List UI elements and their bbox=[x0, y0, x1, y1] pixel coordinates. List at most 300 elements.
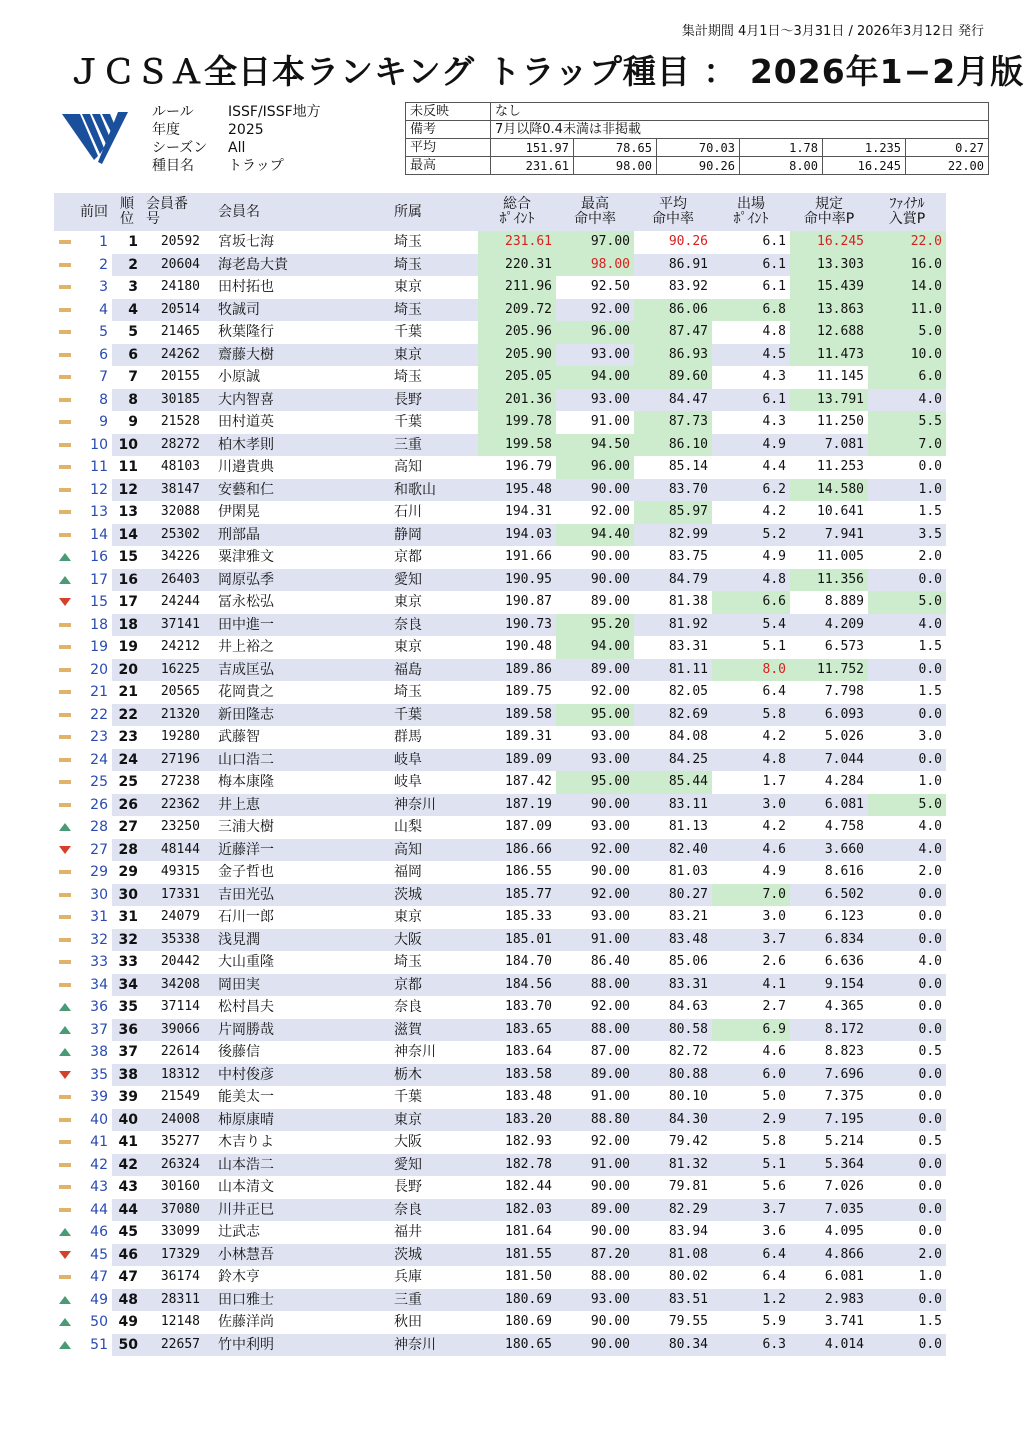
meta-value: All bbox=[228, 140, 246, 156]
row-prefecture: 神奈川 bbox=[390, 1334, 478, 1357]
row-prev-rank: 22 bbox=[90, 706, 108, 723]
row-reg-rate-points: 6.123 bbox=[824, 909, 864, 925]
row-reg-rate-points: 11.253 bbox=[817, 459, 864, 475]
row-final-points: 11.0 bbox=[868, 299, 946, 322]
row-prev-rank: 9 bbox=[99, 414, 108, 431]
header-movement bbox=[54, 193, 76, 231]
row-total-points: 187.42 bbox=[505, 774, 552, 790]
row-average-rate: 80.02 bbox=[668, 1269, 708, 1285]
row-movement bbox=[54, 321, 76, 344]
row-prev-rank: 30 bbox=[90, 886, 108, 903]
row-member-name: 井上裕之 bbox=[218, 639, 274, 656]
row-average-rate: 80.58 bbox=[634, 1019, 712, 1042]
row-best-rate: 93.00 bbox=[556, 749, 634, 772]
row-total-points: 194.31 bbox=[505, 504, 552, 520]
row-total-points: 190.87 bbox=[505, 594, 552, 610]
row-total-points: 194.03 bbox=[478, 524, 556, 547]
rank-same-icon bbox=[59, 1185, 71, 1189]
row-attend-points: 2.6 bbox=[762, 954, 786, 970]
row-member-name: 片岡勝哉 bbox=[204, 1019, 390, 1042]
header-prev: 前回 bbox=[76, 193, 112, 231]
row-rank: 35 bbox=[118, 999, 138, 1016]
table-row bbox=[54, 1221, 946, 1244]
row-member-name: 川邉貴典 bbox=[218, 459, 274, 476]
row-prefecture: 和歌山 bbox=[390, 479, 478, 502]
row-movement bbox=[54, 816, 76, 839]
row-total-points: 185.33 bbox=[505, 909, 552, 925]
row-member-name: 冨永松弘 bbox=[218, 594, 274, 611]
row-member-name: 花岡貴之 bbox=[218, 684, 274, 701]
row-best-rate: 92.00 bbox=[590, 999, 630, 1015]
row-movement bbox=[54, 546, 76, 569]
row-best-rate: 86.40 bbox=[590, 954, 630, 970]
average-reg: 1.235 bbox=[823, 139, 906, 157]
row-prev-rank: 32 bbox=[90, 931, 108, 948]
row-best-rate: 92.50 bbox=[590, 279, 630, 295]
row-rank: 36 bbox=[112, 1019, 142, 1042]
row-prefecture: 埼玉 bbox=[390, 254, 478, 277]
row-member-id: 26403 bbox=[142, 569, 204, 592]
row-rank: 27 bbox=[118, 819, 138, 836]
rank-down-icon bbox=[59, 1071, 71, 1079]
row-best-rate: 87.00 bbox=[590, 1044, 630, 1060]
row-movement bbox=[54, 411, 76, 434]
row-prefecture: 千葉 bbox=[394, 414, 422, 431]
row-member-name: 武藤智 bbox=[218, 729, 260, 746]
row-best-rate: 90.00 bbox=[590, 864, 630, 880]
row-prev-rank: 29 bbox=[90, 864, 108, 881]
row-attend-points: 4.5 bbox=[712, 344, 790, 367]
row-best-rate: 97.00 bbox=[556, 231, 634, 254]
row-prefecture: 京都 bbox=[394, 549, 422, 566]
row-reg-rate-points: 14.580 bbox=[790, 479, 868, 502]
row-prefecture: 埼玉 bbox=[394, 369, 422, 386]
row-rank: 41 bbox=[118, 1134, 138, 1151]
row-final-points: 0.0 bbox=[868, 569, 946, 592]
row-final-points: 1.0 bbox=[868, 479, 946, 502]
row-best-rate: 88.80 bbox=[556, 1109, 634, 1132]
table-row bbox=[54, 411, 946, 434]
table-row bbox=[54, 1176, 946, 1199]
row-attend-points: 1.7 bbox=[762, 774, 786, 790]
row-average-rate: 85.97 bbox=[634, 501, 712, 524]
row-attend-points: 5.1 bbox=[762, 639, 786, 655]
row-prev-rank: 17 bbox=[90, 571, 108, 588]
row-prev-rank: 39 bbox=[90, 1089, 108, 1106]
note-value: 7月以降0.4未満は非掲載 bbox=[491, 121, 989, 139]
row-prev-rank: 49 bbox=[90, 1291, 108, 1308]
row-prev-rank: 45 bbox=[90, 1246, 108, 1263]
row-prefecture: 神奈川 bbox=[390, 794, 478, 817]
rank-same-icon bbox=[59, 938, 71, 942]
table-row bbox=[54, 276, 946, 299]
row-rank: 32 bbox=[112, 929, 142, 952]
row-best-rate: 88.00 bbox=[556, 1019, 634, 1042]
table-row bbox=[54, 1154, 946, 1177]
row-attend-points: 4.6 bbox=[762, 1044, 786, 1060]
rank-same-icon bbox=[59, 398, 71, 402]
row-member-id: 24180 bbox=[160, 279, 200, 295]
max-final: 22.00 bbox=[906, 157, 989, 175]
row-reg-rate-points: 10.641 bbox=[817, 504, 864, 520]
row-member-id: 24244 bbox=[160, 594, 200, 610]
row-prev-rank: 5 bbox=[99, 324, 108, 341]
rank-up-icon bbox=[59, 1228, 71, 1236]
row-member-id: 27238 bbox=[160, 774, 200, 790]
row-movement bbox=[54, 1086, 76, 1109]
rank-up-icon bbox=[59, 1341, 71, 1349]
row-member-name: 吉成匡弘 bbox=[204, 659, 390, 682]
row-prev-rank: 15 bbox=[90, 594, 108, 611]
row-prefecture: 東京 bbox=[394, 639, 422, 656]
row-movement bbox=[54, 839, 76, 862]
row-movement bbox=[54, 951, 76, 974]
row-average-rate: 84.25 bbox=[634, 749, 712, 772]
row-final-points: 0.0 bbox=[868, 1334, 946, 1357]
row-total-points: 189.09 bbox=[478, 749, 556, 772]
row-attend-points: 5.8 bbox=[712, 704, 790, 727]
row-final-points: 16.0 bbox=[868, 254, 946, 277]
row-rank: 43 bbox=[118, 1179, 138, 1196]
row-prev-rank: 35 bbox=[90, 1066, 108, 1083]
rank-up-icon bbox=[59, 1026, 71, 1034]
table-row bbox=[54, 366, 946, 389]
average-avg: 70.03 bbox=[657, 139, 740, 157]
row-attend-points: 2.7 bbox=[762, 999, 786, 1015]
row-total-points: 182.44 bbox=[505, 1179, 552, 1195]
row-prefecture: 岐阜 bbox=[390, 749, 478, 772]
row-average-rate: 84.79 bbox=[634, 569, 712, 592]
row-final-points: 22.0 bbox=[868, 231, 946, 254]
row-best-rate: 90.00 bbox=[556, 479, 634, 502]
ranking-table bbox=[54, 193, 946, 1356]
row-reg-rate-points: 9.154 bbox=[790, 974, 868, 997]
row-rank: 28 bbox=[112, 839, 142, 862]
meta-label: ルール bbox=[152, 104, 194, 120]
row-best-rate: 90.00 bbox=[556, 569, 634, 592]
rank-down-icon bbox=[59, 1251, 71, 1259]
event-meta bbox=[152, 103, 321, 175]
table-row bbox=[54, 501, 946, 524]
row-final-points: 1.5 bbox=[918, 684, 942, 700]
row-attend-points: 6.4 bbox=[762, 684, 786, 700]
row-prev-rank: 21 bbox=[90, 684, 108, 701]
row-reg-rate-points: 6.502 bbox=[790, 884, 868, 907]
row-movement bbox=[54, 749, 76, 772]
row-total-points: 186.66 bbox=[478, 839, 556, 862]
row-best-rate: 91.00 bbox=[556, 1154, 634, 1177]
row-movement bbox=[54, 1244, 76, 1267]
row-prev-rank: 20 bbox=[90, 661, 108, 678]
row-member-name: 浅見潤 bbox=[204, 929, 390, 952]
row-final-points: 0.0 bbox=[918, 909, 942, 925]
row-best-rate: 89.00 bbox=[556, 1064, 634, 1087]
row-final-points: 0.0 bbox=[868, 659, 946, 682]
row-rank: 6 bbox=[112, 344, 142, 367]
row-member-name: 伊閑晃 bbox=[218, 504, 260, 521]
rank-same-icon bbox=[59, 1140, 71, 1144]
row-reg-rate-points: 11.250 bbox=[817, 414, 864, 430]
table-row bbox=[54, 479, 946, 502]
row-prev-rank: 36 bbox=[90, 999, 108, 1016]
row-best-rate: 89.00 bbox=[556, 1199, 634, 1222]
row-member-id: 23250 bbox=[160, 819, 200, 835]
row-attend-points: 2.9 bbox=[712, 1109, 790, 1132]
row-attend-points: 6.1 bbox=[762, 234, 786, 250]
row-final-points: 1.0 bbox=[918, 774, 942, 790]
row-final-points: 4.0 bbox=[918, 819, 942, 835]
row-attend-points: 4.8 bbox=[712, 749, 790, 772]
row-reg-rate-points: 15.439 bbox=[790, 276, 868, 299]
ranking-header bbox=[54, 193, 946, 231]
row-best-rate: 94.40 bbox=[556, 524, 634, 547]
row-final-points: 5.0 bbox=[868, 591, 946, 614]
row-prev-rank: 40 bbox=[90, 1111, 108, 1128]
row-member-name: 鈴木亨 bbox=[218, 1269, 260, 1286]
row-average-rate: 82.29 bbox=[634, 1199, 712, 1222]
row-rank: 14 bbox=[112, 524, 142, 547]
row-member-name: 粟津雅文 bbox=[218, 549, 274, 566]
row-prefecture: 千葉 bbox=[394, 1089, 422, 1106]
row-reg-rate-points: 4.365 bbox=[824, 999, 864, 1015]
row-best-rate: 96.00 bbox=[556, 321, 634, 344]
row-attend-points: 4.2 bbox=[762, 504, 786, 520]
row-rank: 15 bbox=[118, 549, 138, 566]
rank-same-icon bbox=[59, 510, 71, 514]
row-movement bbox=[54, 1019, 76, 1042]
row-member-name: 木吉りよ bbox=[218, 1134, 274, 1151]
row-total-points: 184.70 bbox=[505, 954, 552, 970]
row-best-rate: 96.00 bbox=[556, 456, 634, 479]
row-member-id: 24262 bbox=[142, 344, 204, 367]
row-member-id: 37114 bbox=[160, 999, 200, 1015]
row-best-rate: 92.00 bbox=[590, 684, 630, 700]
row-rank: 48 bbox=[112, 1289, 142, 1312]
row-prev-rank: 2 bbox=[99, 256, 108, 273]
unreflected-label: 未反映 bbox=[406, 103, 491, 121]
row-movement bbox=[54, 1289, 76, 1312]
row-final-points: 0.0 bbox=[918, 999, 942, 1015]
row-movement bbox=[54, 366, 76, 389]
row-total-points: 186.55 bbox=[505, 864, 552, 880]
row-member-name: 小林慧吾 bbox=[204, 1244, 390, 1267]
row-member-name: 松村昌夫 bbox=[218, 999, 274, 1016]
row-movement bbox=[54, 501, 76, 524]
row-reg-rate-points: 5.364 bbox=[790, 1154, 868, 1177]
row-final-points: 0.5 bbox=[918, 1044, 942, 1060]
rank-same-icon bbox=[59, 668, 71, 672]
row-total-points: 187.19 bbox=[478, 794, 556, 817]
row-rank: 10 bbox=[112, 434, 142, 457]
row-attend-points: 5.2 bbox=[712, 524, 790, 547]
row-attend-points: 6.4 bbox=[762, 1269, 786, 1285]
row-prefecture: 東京 bbox=[390, 1109, 478, 1132]
row-member-name: 齋藤大樹 bbox=[204, 344, 390, 367]
row-best-rate: 91.00 bbox=[590, 414, 630, 430]
rank-same-icon bbox=[59, 465, 71, 469]
row-member-name: 新田隆志 bbox=[204, 704, 390, 727]
table-row bbox=[54, 996, 946, 1019]
jcsa-logo bbox=[62, 108, 138, 170]
row-member-name: 牧誠司 bbox=[204, 299, 390, 322]
row-rank: 13 bbox=[118, 504, 138, 521]
row-reg-rate-points: 3.741 bbox=[824, 1314, 864, 1330]
row-attend-points: 4.4 bbox=[762, 459, 786, 475]
row-final-points: 0.0 bbox=[868, 884, 946, 907]
row-average-rate: 83.70 bbox=[634, 479, 712, 502]
row-average-rate: 82.40 bbox=[634, 839, 712, 862]
row-total-points: 184.56 bbox=[478, 974, 556, 997]
meta-value: トラップ bbox=[228, 158, 284, 174]
row-average-rate: 79.42 bbox=[668, 1134, 708, 1150]
row-average-rate: 82.69 bbox=[634, 704, 712, 727]
row-best-rate: 92.00 bbox=[556, 884, 634, 907]
row-total-points: 183.70 bbox=[505, 999, 552, 1015]
row-best-rate: 93.00 bbox=[590, 729, 630, 745]
max-attend: 8.00 bbox=[740, 157, 823, 175]
meta-value: 2025 bbox=[228, 122, 264, 138]
rank-same-icon bbox=[59, 803, 71, 807]
row-attend-points: 5.9 bbox=[762, 1314, 786, 1330]
row-member-id: 20565 bbox=[160, 684, 200, 700]
row-reg-rate-points: 6.093 bbox=[790, 704, 868, 727]
row-attend-points: 3.0 bbox=[762, 909, 786, 925]
row-prefecture: 奈良 bbox=[390, 1199, 478, 1222]
row-prefecture: 秋田 bbox=[394, 1314, 422, 1331]
row-reg-rate-points: 7.195 bbox=[790, 1109, 868, 1132]
rank-same-icon bbox=[59, 1095, 71, 1099]
row-member-name: 近藤洋一 bbox=[204, 839, 390, 862]
row-best-rate: 90.00 bbox=[590, 1314, 630, 1330]
row-average-rate: 86.06 bbox=[634, 299, 712, 322]
row-movement bbox=[54, 996, 76, 1019]
average-label: 平均 bbox=[406, 139, 491, 157]
row-rank: 5 bbox=[128, 324, 138, 341]
row-total-points: 183.64 bbox=[505, 1044, 552, 1060]
row-attend-points: 4.8 bbox=[762, 324, 786, 340]
row-member-name: 石川一郎 bbox=[218, 909, 274, 926]
row-reg-rate-points: 6.834 bbox=[790, 929, 868, 952]
row-final-points: 1.5 bbox=[918, 1314, 942, 1330]
table-row bbox=[54, 906, 946, 929]
row-movement bbox=[54, 1064, 76, 1087]
row-rank: 17 bbox=[118, 594, 138, 611]
row-prev-rank: 43 bbox=[90, 1179, 108, 1196]
row-final-points: 3.5 bbox=[868, 524, 946, 547]
row-reg-rate-points: 11.473 bbox=[790, 344, 868, 367]
row-movement bbox=[54, 861, 76, 884]
header-reg: 規定 命中率P bbox=[790, 193, 868, 231]
row-member-name: 金子哲也 bbox=[218, 864, 274, 881]
row-attend-points: 4.9 bbox=[762, 549, 786, 565]
row-best-rate: 90.00 bbox=[590, 1179, 630, 1195]
row-total-points: 190.73 bbox=[478, 614, 556, 637]
rank-same-icon bbox=[59, 1118, 71, 1122]
table-row bbox=[54, 929, 946, 952]
row-reg-rate-points: 7.941 bbox=[790, 524, 868, 547]
row-attend-points: 4.9 bbox=[712, 434, 790, 457]
row-final-points: 14.0 bbox=[868, 276, 946, 299]
rank-same-icon bbox=[59, 353, 71, 357]
row-member-id: 35338 bbox=[142, 929, 204, 952]
row-attend-points: 6.1 bbox=[762, 279, 786, 295]
row-rank: 1 bbox=[128, 234, 138, 251]
table-row bbox=[54, 1064, 946, 1087]
rank-same-icon bbox=[59, 623, 71, 627]
row-prev-rank: 7 bbox=[99, 369, 108, 386]
table-row bbox=[54, 726, 946, 749]
rank-same-icon bbox=[59, 263, 71, 267]
row-member-name: 能美太一 bbox=[218, 1089, 274, 1106]
row-total-points: 181.55 bbox=[478, 1244, 556, 1267]
row-member-name: 田中進一 bbox=[204, 614, 390, 637]
row-total-points: 191.66 bbox=[505, 549, 552, 565]
row-average-rate: 89.60 bbox=[634, 366, 712, 389]
summary-table bbox=[405, 102, 989, 175]
row-member-name: 小原誠 bbox=[218, 369, 260, 386]
row-movement bbox=[54, 434, 76, 457]
row-reg-rate-points: 4.209 bbox=[790, 614, 868, 637]
row-best-rate: 90.00 bbox=[590, 1224, 630, 1240]
row-total-points: 211.96 bbox=[478, 276, 556, 299]
row-member-id: 24008 bbox=[142, 1109, 204, 1132]
row-member-id: 20442 bbox=[160, 954, 200, 970]
row-prefecture: 茨城 bbox=[390, 1244, 478, 1267]
row-reg-rate-points: 4.095 bbox=[824, 1224, 864, 1240]
row-member-id: 30160 bbox=[160, 1179, 200, 1195]
row-movement bbox=[54, 974, 76, 997]
table-row bbox=[54, 456, 946, 479]
row-prev-rank: 4 bbox=[99, 301, 108, 318]
row-prefecture: 静岡 bbox=[390, 524, 478, 547]
row-prefecture: 群馬 bbox=[394, 729, 422, 746]
row-member-id: 28272 bbox=[142, 434, 204, 457]
row-reg-rate-points: 7.035 bbox=[790, 1199, 868, 1222]
row-average-rate: 83.31 bbox=[634, 974, 712, 997]
row-total-points: 189.58 bbox=[478, 704, 556, 727]
row-rank: 12 bbox=[112, 479, 142, 502]
row-reg-rate-points: 7.696 bbox=[790, 1064, 868, 1087]
row-member-name: 辻武志 bbox=[218, 1224, 260, 1241]
row-prefecture: 長野 bbox=[394, 1179, 422, 1196]
row-prefecture: 山梨 bbox=[394, 819, 422, 836]
row-prefecture: 東京 bbox=[394, 594, 422, 611]
row-prev-rank: 50 bbox=[90, 1314, 108, 1331]
row-rank: 9 bbox=[128, 414, 138, 431]
row-final-points: 0.0 bbox=[868, 1064, 946, 1087]
row-total-points: 182.93 bbox=[505, 1134, 552, 1150]
row-final-points: 4.0 bbox=[868, 389, 946, 412]
header-final: ﾌｧｲﾅﾙ 入賞P bbox=[868, 193, 946, 231]
row-movement bbox=[54, 1311, 76, 1334]
row-rank: 39 bbox=[118, 1089, 138, 1106]
row-member-id: 35277 bbox=[160, 1134, 200, 1150]
row-member-id: 25302 bbox=[142, 524, 204, 547]
row-rank: 2 bbox=[112, 254, 142, 277]
row-reg-rate-points: 13.791 bbox=[790, 389, 868, 412]
row-average-rate: 79.81 bbox=[668, 1179, 708, 1195]
row-member-name: 佐藤洋尚 bbox=[218, 1314, 274, 1331]
row-prev-rank: 10 bbox=[90, 436, 108, 453]
table-row bbox=[54, 614, 946, 637]
row-member-name: 田村拓也 bbox=[218, 279, 274, 296]
row-rank: 25 bbox=[118, 774, 138, 791]
row-movement bbox=[54, 299, 76, 322]
rank-same-icon bbox=[59, 960, 71, 964]
row-average-rate: 83.11 bbox=[634, 794, 712, 817]
row-average-rate: 85.44 bbox=[634, 771, 712, 794]
row-prev-rank: 13 bbox=[90, 504, 108, 521]
